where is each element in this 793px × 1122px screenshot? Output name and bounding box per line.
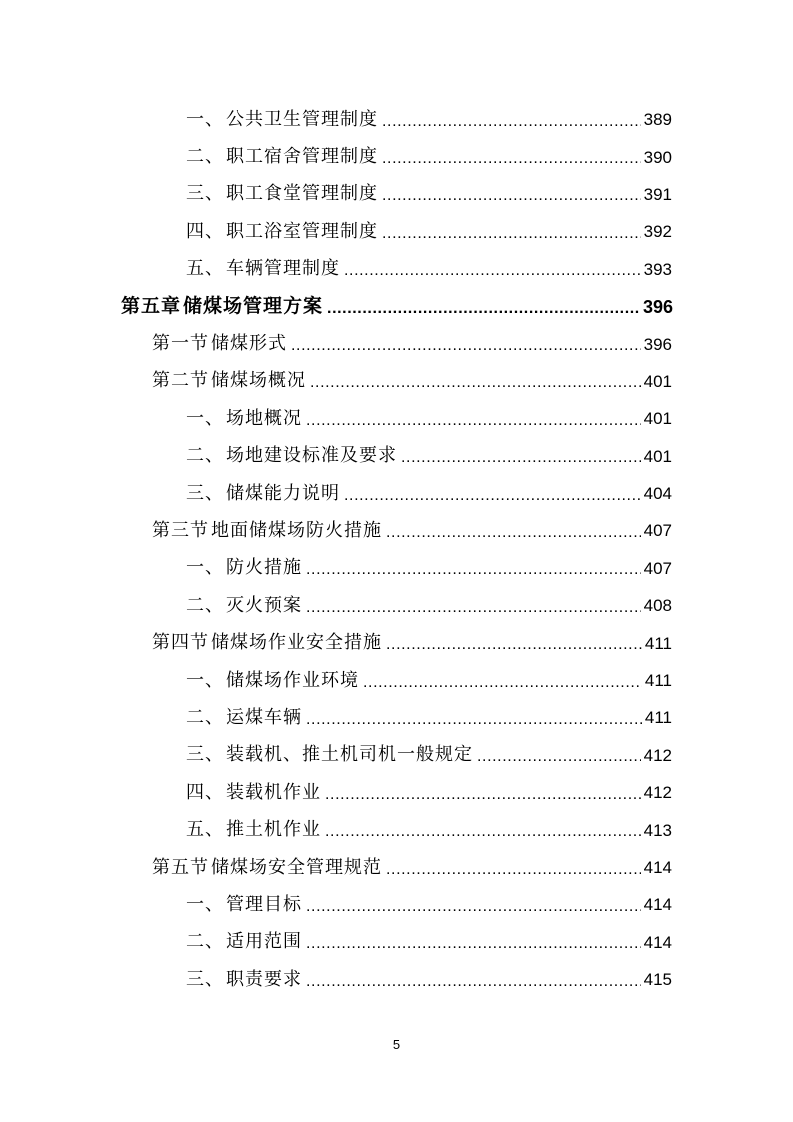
toc-entry-number: 一、 (186, 108, 224, 130)
toc-entry-number: 一、 (186, 407, 224, 429)
toc-entry-title: 储煤能力说明 (226, 482, 340, 504)
toc-entry-number: 五、 (186, 258, 224, 280)
toc-entry-title: 灭火预案 (226, 594, 302, 616)
toc-entry-page: 412 (643, 783, 672, 803)
toc-entry-lead (186, 746, 644, 764)
toc-entry-number: 二、 (186, 445, 224, 467)
toc-leader-dots (477, 749, 641, 765)
toc-entry-page: 412 (643, 745, 672, 765)
toc-entry-lead (186, 933, 644, 951)
toc-entry-item[interactable] (186, 587, 672, 624)
toc-leader-dots (363, 675, 642, 691)
toc-entry-lead (186, 185, 644, 203)
toc-entry-number: 四、 (186, 781, 224, 803)
toc-entry-number: 三、 (186, 968, 224, 990)
toc-entry-item[interactable] (186, 699, 672, 736)
toc-entry-title: 储煤场安全管理规范 (211, 856, 382, 878)
toc-entry-number: 二、 (186, 146, 224, 168)
toc-entry-number: 第三节 (152, 519, 209, 541)
toc-entry-lead (186, 407, 644, 429)
toc-leader-dots (306, 413, 641, 429)
toc-entry-lead (186, 893, 644, 915)
toc-entry-page: 411 (644, 708, 672, 728)
toc-entry-item[interactable] (186, 400, 672, 437)
toc-entry-page: 401 (643, 409, 672, 429)
toc-leader-dots (325, 824, 641, 840)
toc-leader-dots (382, 226, 641, 242)
toc-entry-page: 414 (643, 858, 672, 877)
toc-entry-lead (186, 447, 644, 465)
toc-entry-title: 储煤场管理方案 (183, 295, 324, 318)
toc-entry-title: 储煤形式 (211, 333, 287, 355)
toc-entry-lead (186, 148, 644, 166)
toc-entry-page: 414 (643, 932, 672, 952)
toc-entry-page: 389 (643, 110, 672, 130)
toc-entry-title: 场地概况 (226, 407, 302, 429)
toc-entry-item[interactable] (186, 475, 672, 512)
toc-entry-page: 407 (643, 558, 672, 578)
toc-leader-dots (382, 114, 641, 130)
toc-leader-dots (382, 151, 641, 167)
toc-leader-dots (386, 637, 642, 653)
toc-entry-title: 职工宿舍管理制度 (226, 146, 378, 168)
toc-leader-dots (306, 936, 641, 952)
toc-entry-page: 396 (642, 296, 673, 317)
toc-leader-dots (327, 301, 640, 317)
toc-entry-lead (152, 519, 644, 541)
toc-leader-dots (306, 600, 641, 616)
toc-entry-page: 415 (643, 970, 672, 990)
toc-entry-title: 管理目标 (226, 893, 302, 915)
toc-entry-lead (121, 297, 643, 316)
toc-entry-number: 一、 (186, 557, 224, 579)
toc-entry-section[interactable] (152, 624, 672, 661)
toc-entry-item[interactable] (186, 176, 672, 213)
toc-entry-page: 411 (644, 671, 672, 691)
toc-entry-number: 第四节 (152, 632, 209, 654)
toc-entry-title: 公共卫生管理制度 (226, 108, 378, 130)
toc-entry-title: 场地建设标准及要求 (226, 445, 397, 467)
toc-entry-page: 408 (643, 596, 672, 616)
toc-entry-item[interactable] (186, 138, 672, 175)
toc-leader-dots (344, 263, 641, 279)
toc-leader-dots (386, 862, 641, 878)
toc-entry-number: 三、 (186, 482, 224, 504)
toc-entry-item[interactable] (186, 924, 672, 961)
toc-leader-dots (291, 338, 641, 354)
toc-entry-page: 396 (643, 334, 672, 354)
toc-leader-dots (344, 488, 641, 504)
toc-entry-number: 二、 (186, 931, 224, 953)
toc-leader-dots (386, 525, 641, 541)
toc-leader-dots (382, 188, 641, 204)
toc-entry-title: 职工浴室管理制度 (226, 220, 378, 242)
toc-entry-number: 一、 (186, 893, 224, 915)
toc-entry-section[interactable] (152, 325, 672, 362)
toc-entry-lead (152, 335, 644, 353)
toc-entry-page: 414 (643, 895, 672, 915)
toc-entry-item[interactable] (186, 438, 672, 475)
toc-leader-dots (306, 562, 641, 578)
toc-entry-item[interactable] (186, 213, 672, 250)
toc-entry-title: 储煤场概况 (211, 370, 306, 392)
toc-entry-section[interactable] (152, 512, 672, 549)
toc-entry-page: 413 (643, 820, 672, 840)
toc-entry-title: 推土机作业 (226, 819, 321, 841)
toc-entry-lead (186, 482, 644, 504)
toc-entry-page: 392 (643, 222, 672, 242)
toc-entry-title: 车辆管理制度 (226, 258, 340, 280)
toc-leader-dots (306, 899, 641, 915)
toc-entry-number: 第五章 (121, 295, 182, 318)
toc-entry-lead (186, 821, 644, 839)
toc-entry-title: 职工食堂管理制度 (226, 183, 378, 205)
toc-entry-lead (186, 669, 645, 691)
page-number: 5 (392, 1037, 401, 1052)
toc-entry-chapter[interactable] (121, 288, 673, 325)
toc-entry-item[interactable] (186, 737, 672, 774)
toc-entry-page: 391 (643, 184, 672, 204)
toc-entry-lead (152, 372, 644, 390)
toc-entry-number: 一、 (186, 669, 224, 691)
toc-entry-number: 五、 (186, 819, 224, 841)
toc-entry-lead (186, 781, 644, 803)
toc-entry-item[interactable] (186, 662, 672, 699)
toc-entry-number: 三、 (186, 744, 224, 766)
toc-entry-number: 第五节 (152, 856, 209, 878)
toc-entry-page: 390 (643, 147, 672, 167)
toc-entry-page: 401 (643, 446, 672, 466)
toc-entry-lead (152, 634, 645, 652)
toc-entry-title: 地面储煤场防火措施 (211, 519, 382, 541)
toc-entry-page: 393 (643, 259, 672, 279)
toc-entry-number: 第一节 (152, 333, 209, 355)
toc-entry-lead (186, 260, 644, 278)
toc-entry-lead (186, 108, 644, 130)
toc-entry-item[interactable] (186, 550, 672, 587)
toc-leader-dots (306, 974, 641, 990)
toc-entry-title: 防火措施 (226, 557, 302, 579)
toc-entry-title: 装载机、推土机司机一般规定 (226, 744, 473, 766)
toc-leader-dots (310, 375, 641, 391)
toc-entry-lead (152, 856, 644, 878)
toc-entry-item[interactable] (186, 251, 672, 288)
toc-entry-title: 储煤场作业环境 (226, 669, 359, 691)
toc-entry-title: 适用范围 (226, 931, 302, 953)
toc-entry-section[interactable] (152, 363, 672, 400)
toc-entry-title: 储煤场作业安全措施 (211, 632, 382, 654)
toc-leader-dots (325, 787, 641, 803)
toc-entry-page: 407 (643, 521, 672, 541)
toc-entry-section[interactable] (152, 849, 672, 886)
toc-entry-number: 二、 (186, 706, 224, 728)
toc-entry-number: 三、 (186, 183, 224, 205)
toc-entry-lead (186, 706, 645, 728)
toc-entry-item[interactable] (186, 811, 672, 848)
toc-entry-lead (186, 559, 644, 577)
toc-entry-title: 运煤车辆 (226, 706, 302, 728)
toc-entry-item[interactable] (186, 101, 672, 138)
toc-entry-lead (186, 594, 644, 616)
toc-entry-page: 401 (643, 371, 672, 391)
toc-leader-dots (401, 450, 641, 466)
toc-entry-title: 装载机作业 (226, 781, 321, 803)
toc-entry-item[interactable] (186, 774, 672, 811)
toc-entry-number: 二、 (186, 594, 224, 616)
toc-entry-lead (186, 968, 644, 990)
toc-entry-title: 职责要求 (226, 968, 302, 990)
toc-entry-page: 411 (644, 633, 672, 653)
toc-entry-item[interactable] (186, 961, 672, 998)
toc-entry-number: 四、 (186, 220, 224, 242)
table-of-contents (0, 101, 793, 998)
toc-entry-lead (186, 220, 644, 242)
toc-entry-item[interactable] (186, 886, 672, 923)
toc-entry-number: 第二节 (152, 370, 209, 392)
toc-entry-page: 404 (643, 484, 672, 504)
toc-leader-dots (306, 712, 642, 728)
